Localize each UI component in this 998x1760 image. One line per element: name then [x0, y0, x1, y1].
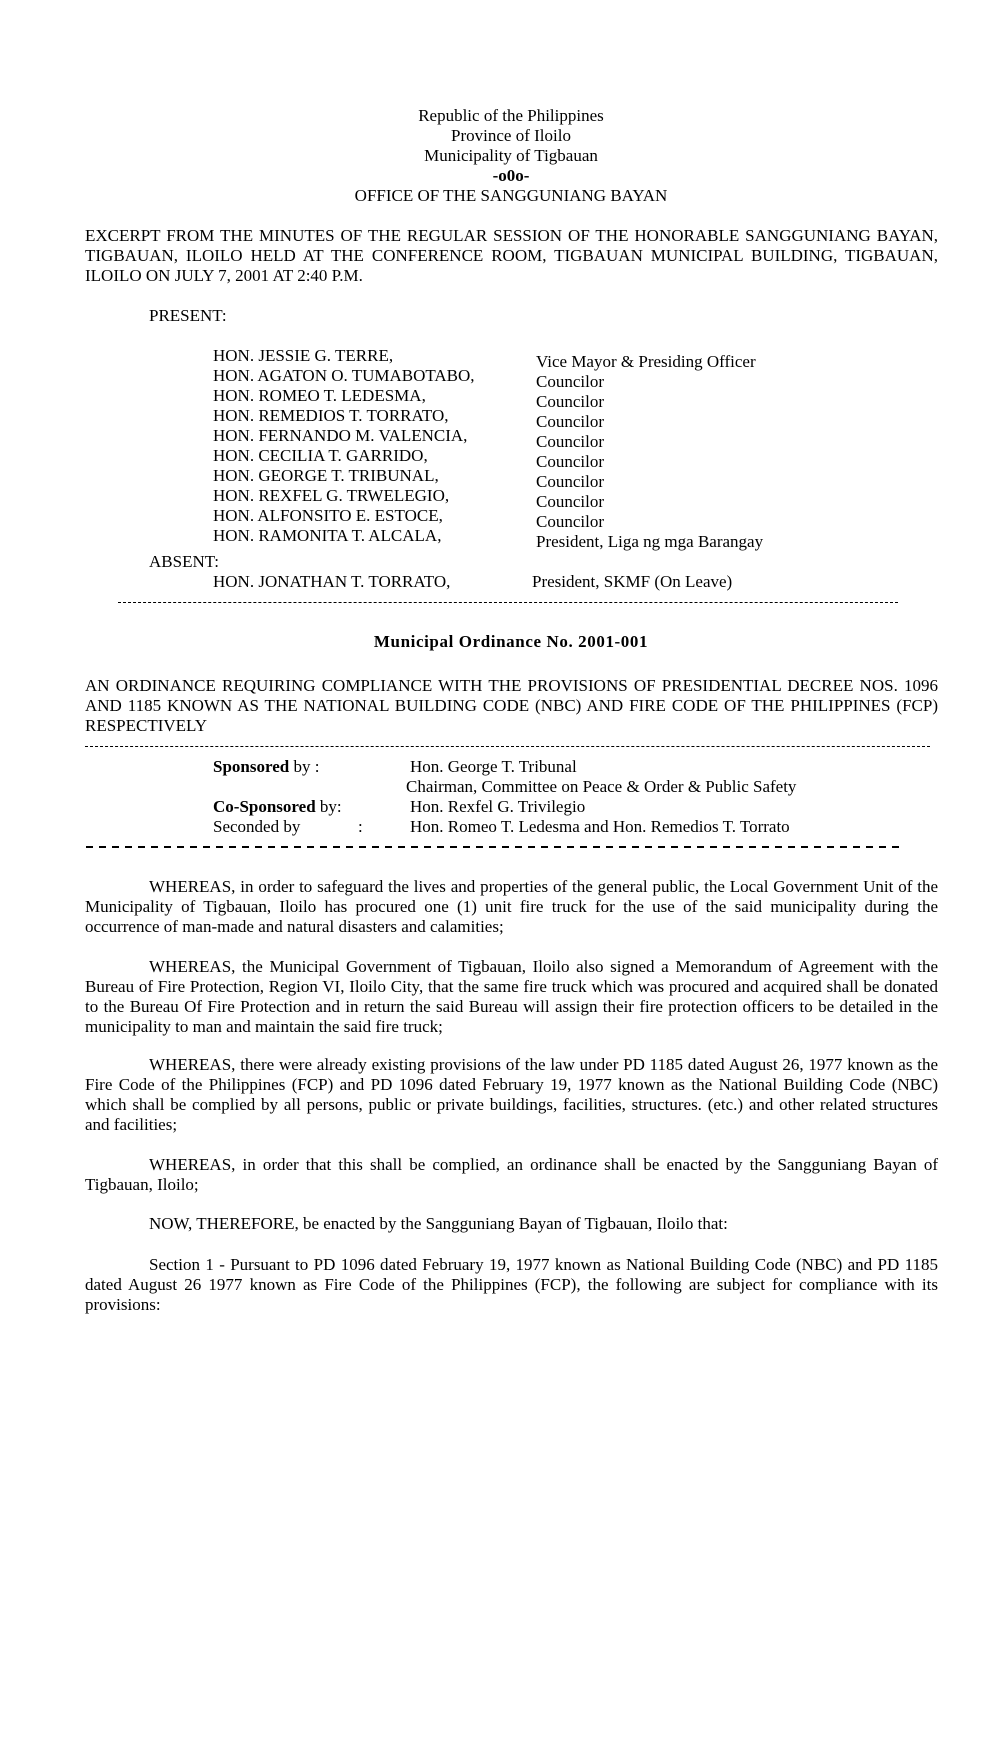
- member-name: HON. RAMONITA T. ALCALA,: [213, 526, 442, 545]
- whereas-paragraph-4: WHEREAS, in order that this shall be complied, an ordinance shall be enacted by the Sangguniang Bayan of Tigbauan, Iloilo;: [85, 1155, 938, 1194]
- excerpt-paragraph: EXCERPT FROM THE MINUTES OF THE REGULAR SESSION OF THE HONORABLE SANGGUNIANG BAYAN, TIGBAUAN, ILOILO HELD AT THE CONFERENCE ROOM, TIGBAUAN MUNICIPAL BUILDING, TIGBAUAN, ILOILO ON JULY 7, 2001 AT 2:40 P.M.: [85, 226, 938, 285]
- section-divider: [86, 846, 904, 848]
- cosponsored-rest: by:: [315, 797, 342, 816]
- absent-member-position: President, SKMF (On Leave): [532, 572, 733, 591]
- header-republic: Republic of the Philippines: [418, 106, 604, 125]
- member-position: Councilor: [536, 432, 604, 451]
- ordinance-title: AN ORDINANCE REQUIRING COMPLIANCE WITH THE PROVISIONS OF PRESIDENTIAL DECREE NOS. 1096 AND 1185 KNOWN AS THE NATIONAL BUILDING CODE (NBC) AND FIRE CODE OF THE PHILIPPINES (FCP) RESPECTIVELY: [85, 676, 938, 735]
- member-position: Councilor: [536, 512, 604, 531]
- sponsored-by-label: [213, 757, 319, 777]
- member-name: HON. AGATON O. TUMABOTABO,: [213, 366, 475, 385]
- member-name: HON. FERNANDO M. VALENCIA,: [213, 426, 468, 445]
- section-divider: [85, 746, 930, 747]
- section-1-paragraph: Section 1 - Pursuant to PD 1096 dated February 19, 1977 known as National Building Code (NBC) and PD 1185 dated August 26 1977 known as Fire Code of the Philippines (FCP), the following are subject for compliance with its provisions:: [85, 1255, 938, 1314]
- member-name: HON. JESSIE G. TERRE,: [213, 346, 394, 365]
- member-name: HON. REMEDIOS T. TORRATO,: [213, 406, 449, 425]
- ordinance-number: Municipal Ordinance No. 2001-001: [373, 632, 649, 651]
- now-therefore-paragraph: NOW, THEREFORE, be enacted by the Sangguniang Bayan of Tigbauan, Iloilo that:: [149, 1214, 728, 1233]
- section-divider: [118, 602, 898, 603]
- member-name: HON. GEORGE T. TRIBUNAL,: [213, 466, 439, 485]
- cosponsored-bold: Co-Sponsored: [213, 797, 316, 816]
- whereas-paragraph-2: WHEREAS, the Municipal Government of Tigbauan, Iloilo also signed a Memorandum of Agreement with the Bureau of Fire Protection, Region VI, Iloilo City, that the same fire truck which was procured and acquired shall be donated to the Bureau Of Fire Protection and in return the said Bureau will assign their fire protection officers to be detailed in the municipality to man and maintain the said fire truck;: [85, 957, 938, 1036]
- cosponsored-by-label: [213, 797, 342, 817]
- member-position: Councilor: [536, 392, 604, 411]
- member-position: Councilor: [536, 472, 604, 491]
- header-office: OFFICE OF THE SANGGUNIANG BAYAN: [354, 186, 668, 205]
- sponsor-committee: Chairman, Committee on Peace & Order & Public Safety: [406, 777, 797, 796]
- present-label: PRESENT:: [149, 306, 227, 325]
- member-position: Councilor: [536, 372, 604, 391]
- header-municipality: Municipality of Tigbauan: [424, 146, 598, 165]
- sponsored-by-value: Hon. George T. Tribunal: [410, 757, 577, 776]
- member-name: HON. REXFEL G. TRWELEGIO,: [213, 486, 450, 505]
- header-province: Province of Iloilo: [451, 126, 571, 145]
- member-position: Councilor: [536, 492, 604, 511]
- sponsored-bold: Sponsored: [213, 757, 290, 776]
- absent-label: ABSENT:: [149, 552, 219, 571]
- cosponsored-by-value: Hon. Rexfel G. Trivilegio: [410, 797, 586, 816]
- member-name: HON. ALFONSITO E. ESTOCE,: [213, 506, 443, 525]
- seconded-by-value: Hon. Romeo T. Ledesma and Hon. Remedios T. Torrato: [410, 817, 790, 836]
- member-position: President, Liga ng mga Barangay: [536, 532, 764, 551]
- header-separator: -o0o-: [492, 166, 530, 185]
- member-name: HON. CECILIA T. GARRIDO,: [213, 446, 428, 465]
- whereas-paragraph-3: WHEREAS, there were already existing provisions of the law under PD 1185 dated August 26, 1977 known as the Fire Code of the Philippines (FCP) and PD 1096 dated February 19, 1977 known as the National Building Code (NBC) which shall be complied by all persons, public or private buildings, facilities, structures. (etc.) and other related structures and facilities;: [85, 1055, 938, 1134]
- absent-member-name: HON. JONATHAN T. TORRATO,: [213, 572, 451, 591]
- member-position: Councilor: [536, 452, 604, 471]
- member-position: Vice Mayor & Presiding Officer: [536, 352, 756, 371]
- seconded-by-label: Seconded by: [213, 817, 301, 836]
- member-position: Councilor: [536, 412, 604, 431]
- member-name: HON. ROMEO T. LEDESMA,: [213, 386, 426, 405]
- seconded-by-colon: :: [358, 817, 363, 836]
- sponsored-rest: by :: [289, 757, 320, 776]
- whereas-paragraph-1: WHEREAS, in order to safeguard the lives and properties of the general public, the Local Government Unit of the Municipality of Tigbauan, Iloilo has procured one (1) unit fire truck for the use of the said municipality during the occurrence of man-made and natural disasters and calamities;: [85, 877, 938, 936]
